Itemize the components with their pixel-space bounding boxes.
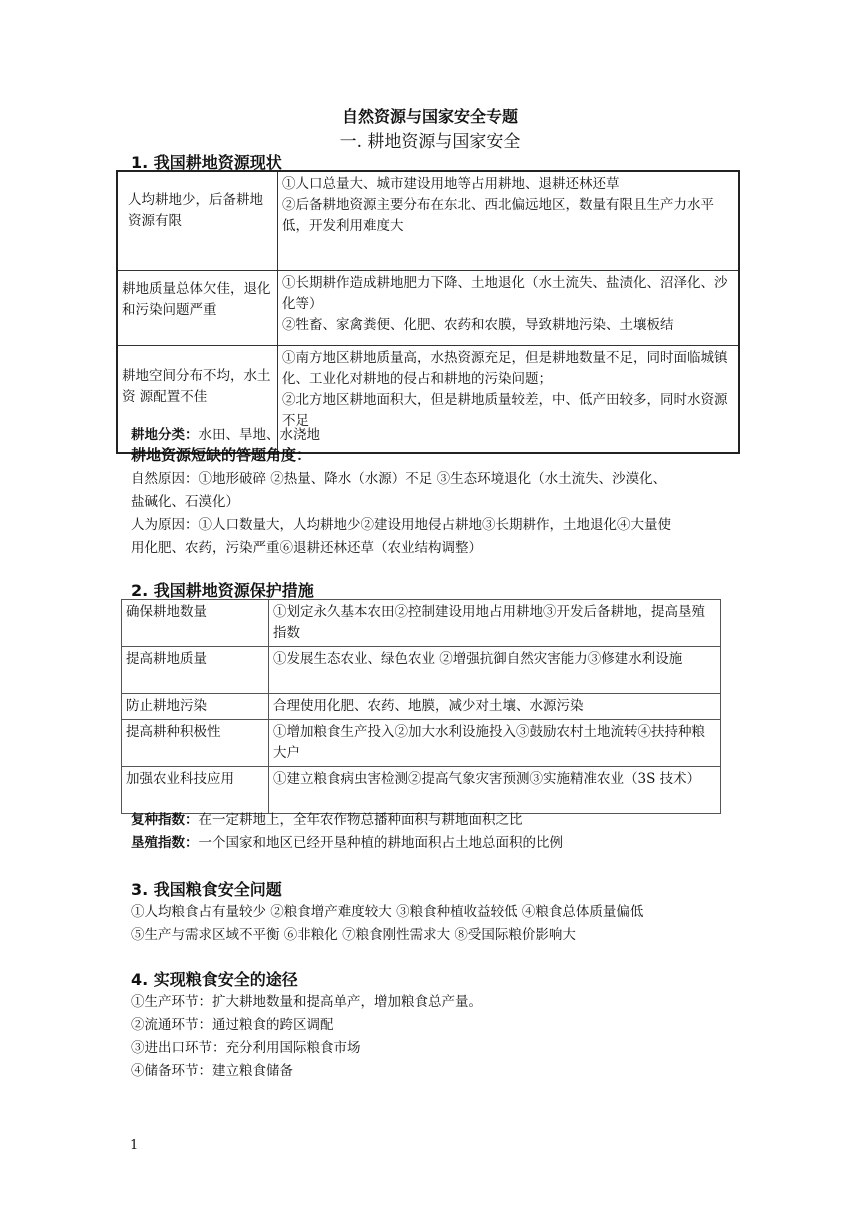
table-row: [122, 720, 721, 767]
food-security-path-item: ②流通环节：通过粮食的跨区调配: [131, 1017, 334, 1033]
farmland-status-table: [116, 170, 740, 454]
row-label: 人均耕地少，后备耕地资源有限: [117, 171, 278, 271]
section3-heading: 3. 我国粮食安全问题: [131, 880, 282, 899]
multi-crop-text: 在一定耕地上，全年农作物总播种面积与耕地面积之比: [198, 812, 523, 828]
human-reason-line: 用化肥、农药，污染严重⑥退耕还林还草（农业结构调整）: [131, 540, 482, 556]
table-row: [122, 767, 721, 814]
multi-crop-index-line: [131, 808, 523, 828]
table-row: [122, 694, 721, 720]
page-title: 自然资源与国家安全专题: [341, 107, 518, 126]
row-content: [278, 346, 740, 454]
row-line: ①长期耕作造成耕地肥力下降、土地退化（水土流失、盐渍化、沼泽化、沙化等）: [282, 275, 728, 312]
row-line: ①南方地区耕地质量高，水热资源充足，但是耕地数量不足，同时面临城镇化、工业化对耕地的侵占和耕地的污染问题；: [282, 350, 728, 387]
row-label: 耕地空间分布不均，水土资 源配置不佳: [117, 346, 278, 454]
protection-measures-table: [121, 599, 721, 814]
row-content: ①建立粮食病虫害检测②提高气象灾害预测③实施精准农业（3S 技术）: [269, 767, 721, 814]
row-content: [278, 271, 740, 346]
table-row: [122, 600, 721, 647]
row-line: ②后备耕地资源主要分布在东北、西北偏远地区，数量有限且生产力水平低，开发利用难度大: [282, 197, 714, 234]
classification-label: 耕地分类：: [131, 427, 199, 443]
table-row: [117, 271, 739, 346]
row-content: 合理使用化肥、农药、地膜，减少对土壤、水源污染: [269, 694, 721, 720]
classification-text: 水田、旱地、水浇地: [198, 427, 320, 443]
row-label: 防止耕地污染: [122, 694, 269, 720]
row-content: ①划定永久基本农田②控制建设用地占用耕地③开发后备耕地，提高垦殖指数: [269, 600, 721, 647]
reclaim-label: 垦殖指数：: [131, 835, 199, 851]
row-label: 耕地质量总体欠佳，退化和污染问题严重: [117, 271, 278, 346]
natural-reason-line: 盐碱化、石漠化）: [131, 494, 239, 510]
food-security-issue-line: ①人均粮食占有量较少 ②粮食增产难度较大 ③粮食种植收益较低 ④粮食总体质量偏低: [131, 904, 644, 920]
row-line: ①人口总量大、城市建设用地等占用耕地、退耕还林还草: [282, 176, 620, 192]
row-content: ①增加粮食生产投入②加大水利设施投入③鼓励农村土地流转④扶持种粮大户: [269, 720, 721, 767]
page-number: 1: [130, 1138, 139, 1153]
section1-heading: 1. 我国耕地资源现状: [131, 153, 282, 172]
classification-line: [131, 423, 320, 443]
food-security-path-item: ③进出口环节：充分利用国际粮食市场: [131, 1040, 361, 1056]
reclaim-text: 一个国家和地区已经开垦种植的耕地面积占土地总面积的比例: [198, 835, 563, 851]
row-label: 加强农业科技应用: [122, 767, 269, 814]
food-security-path-item: ④储备环节：建立粮食储备: [131, 1063, 293, 1079]
table-row: [122, 647, 721, 694]
human-reason-line: 人为原因：①人口数量大，人均耕地少②建设用地侵占耕地③长期耕作，土地退化④大量使: [131, 517, 671, 533]
row-line: ②牲畜、家禽粪便、化肥、农药和农膜，导致耕地污染、土壤板结: [282, 317, 674, 333]
reclaim-index-line: [131, 831, 563, 851]
natural-reason-line: 自然原因：①地形破碎 ②热量、降水（水源）不足 ③生态环境退化（水土流失、沙漠化、: [131, 471, 667, 487]
row-label: 确保耕地数量: [122, 600, 269, 647]
row-content: ①发展生态农业、绿色农业 ②增强抗御自然灾害能力③修建水利设施: [269, 647, 721, 694]
food-security-issue-line: ⑤生产与需求区域不平衡 ⑥非粮化 ⑦粮食刚性需求大 ⑧受国际粮价影响大: [131, 927, 576, 943]
table-row: [117, 171, 739, 271]
section2-heading: 2. 我国耕地资源保护措施: [131, 581, 314, 600]
row-label: 提高耕地质量: [122, 647, 269, 694]
row-line: ②北方地区耕地面积大，但是耕地质量较差，中、低产田较多，同时水资源不足: [282, 392, 728, 429]
row-content: [278, 171, 740, 271]
shortage-heading: 耕地资源短缺的答题角度：: [131, 446, 312, 464]
row-label: 提高耕种积极性: [122, 720, 269, 767]
section4-heading: 4. 实现粮食安全的途径: [131, 970, 298, 989]
page-subtitle: 一. 耕地资源与国家安全: [339, 132, 521, 152]
food-security-path-item: ①生产环节：扩大耕地数量和提高单产，增加粮食总产量。: [131, 994, 482, 1010]
multi-crop-label: 复种指数：: [131, 812, 199, 828]
